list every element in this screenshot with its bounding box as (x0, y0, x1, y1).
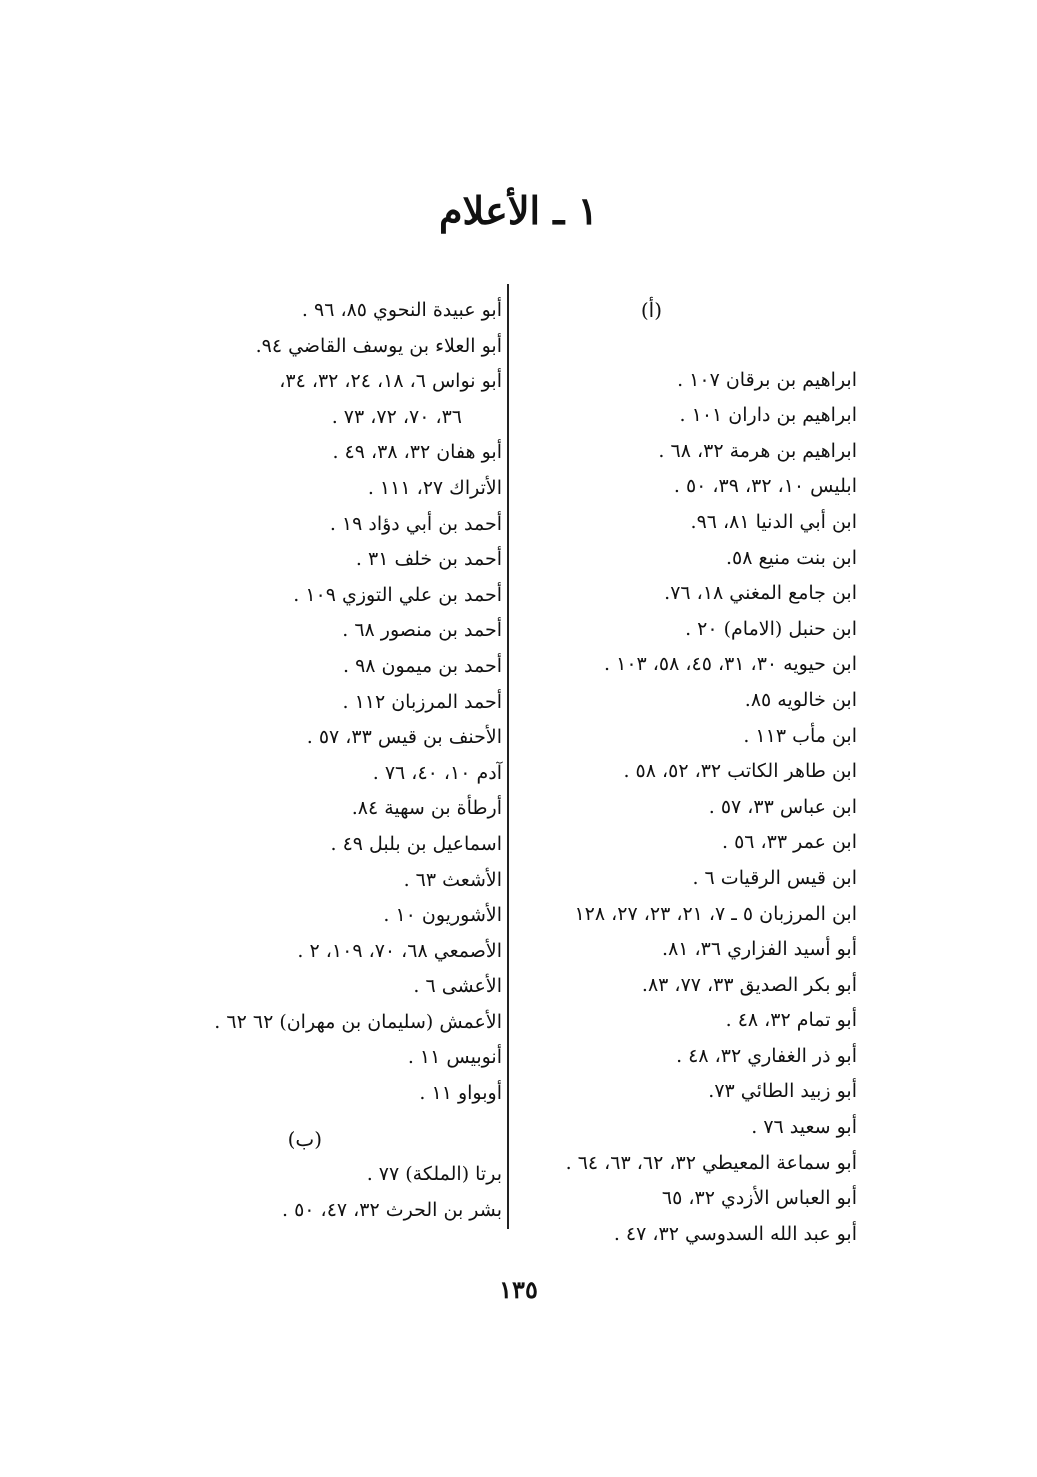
index-entry: أبو بكر الصديق ٣٣، ٧٧، ٨٣. (641, 973, 857, 996)
index-entry: ابراهيم بن برقان ١٠٧ . (677, 368, 857, 391)
index-entry: ابراهيم بن داران ١٠١ . (679, 404, 857, 427)
index-entry: أحمد بن ميمون ٩٨ . (342, 654, 502, 677)
column-divider (507, 284, 509, 1229)
index-entry: ابن قيس الرقيات ٦ . (692, 866, 857, 889)
index-entry: ابن عباس ٣٣، ٥٧ . (708, 795, 857, 818)
index-entry: ابن المرزبان ٥ ـ ٧، ٢١، ٢٣، ٢٧، ١٢٨ (574, 902, 857, 925)
index-entry: أوبواو ١١ . (419, 1082, 502, 1105)
index-entry: ابن خالويه ٨٥. (744, 688, 857, 711)
index-entry: أبو نواس ٦، ١٨، ٢٤، ٣٢، ٣٤، (279, 370, 502, 393)
index-entry: أبو هفان ٣٢، ٣٨، ٤٩ . (332, 441, 502, 464)
index-entry: الأشعث ٦٣ . (403, 868, 502, 891)
index-entry: ابن بنت منيع ٥٨. (725, 546, 857, 569)
index-entry: ابن حيويه ٣٠، ٣١، ٤٥، ٥٨، ١٠٣ . (604, 653, 857, 676)
section-letter-ba: (ب) (287, 1126, 322, 1151)
section-gap (537, 329, 857, 363)
index-entry: الأتراك ٢٧، ١١١ . (367, 476, 502, 499)
section-letter-alif: (أ) (640, 298, 662, 322)
index-entry: أحمد بن أبي دؤاد ١٩ . (329, 512, 502, 535)
index-entry: أبو أسيد الفزاري ٣٦، ٨١. (662, 938, 857, 961)
index-entry: برتا (الملكة) ٧٧ . (366, 1163, 502, 1186)
index-entry: ابن مأب ١١٣ . (743, 724, 857, 747)
index-entry: أبو زبيد الطائي ٧٣. (708, 1080, 857, 1103)
index-entry: الأصمعي ٦٨، ٧٠، ١٠٩، ٢ . (297, 939, 502, 962)
index-entry: أبو ذر الغفاري ٣٢، ٤٨ . (676, 1044, 857, 1067)
index-entry: ابن طاهر الكاتب ٣٢، ٥٢، ٥٨ . (623, 760, 857, 783)
index-entry: اسماعيل بن بلبل ٤٩ . (330, 832, 502, 855)
index-entry: الأحنف بن قيس ٣٣، ٥٧ . (306, 726, 502, 749)
right-column (537, 293, 857, 1252)
index-entry: أبو العلاء بن يوسف القاضي ٩٤. (255, 334, 502, 357)
index-entry: ابن أبي الدنيا ٨١، ٩٦. (690, 510, 857, 533)
index-entry: الأعمش (سليمان بن مهران) ٦٢ ٦٢ . (214, 1010, 502, 1033)
page-number: ١٣٥ (499, 1275, 538, 1304)
index-entry: الأشوريون ١٠ . (383, 904, 502, 927)
index-entry: أرطأة بن سهية ٨٤. (351, 797, 502, 820)
index-entry: أبو سماعة المعيطي ٣٢، ٦٢، ٦٣، ٦٤ . (565, 1151, 857, 1174)
page-title: ١ ـ الأعلام (438, 188, 599, 233)
index-entry: أحمد المرزبان ١١٢ . (342, 690, 502, 713)
index-entry: آدم ١٠، ٤٠، ٧٦ . (372, 761, 502, 784)
index-entry: أبو تمام ٣٢، ٤٨ . (725, 1009, 857, 1032)
left-column (172, 293, 502, 1228)
index-entry: بشر بن الحرث ٣٢، ٤٧، ٥٠ . (282, 1198, 502, 1221)
index-entry: الأعشى ٦ . (413, 975, 502, 998)
index-entry: أحمد بن علي التوزي ١٠٩ . (293, 583, 502, 606)
index-entry: أبو العباس الأزدي ٣٢، ٦٥ (661, 1187, 857, 1210)
index-entry: ابليس ١٠، ٣٢، ٣٩، ٥٠ . (673, 475, 857, 498)
index-entry: أحمد بن خلف ٣١ . (355, 548, 502, 571)
index-entry-continuation: ٣٦، ٧٠، ٧٢، ٧٣ . (331, 405, 462, 428)
index-entry: ابن عمر ٣٣، ٥٦ . (721, 831, 857, 854)
index-entry: أبو سعيد ٧٦ . (751, 1116, 857, 1139)
index-entry: ابن جامع المغني ١٨، ٧٦. (664, 582, 857, 605)
index-entry: أحمد بن منصور ٦٨ . (342, 619, 502, 642)
index-entry: ابن حنبل (الامام) ٢٠ . (685, 617, 857, 640)
index-entry: ابراهيم بن هرمة ٣٢، ٦٨ . (658, 439, 857, 462)
index-entry: أنوبيس ١١ . (407, 1046, 502, 1069)
index-entry: أبو عبد الله السدوسي ٣٢، ٤٧ . (613, 1222, 857, 1245)
index-entry: أبو عبيدة النحوي ٨٥، ٩٦ . (301, 299, 502, 321)
